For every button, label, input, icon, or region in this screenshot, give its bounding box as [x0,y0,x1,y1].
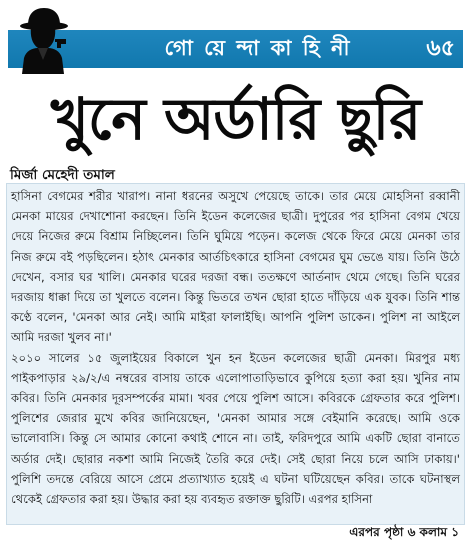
detective-silhouette-icon [14,6,70,74]
article-paragraph: হাসিনা বেগমের শরীর খারাপ। নানা ধরনের অসুখে পেয়েছে তাকে। তার মেয়ে মোহসিনা রব্বানী মেনকা মায়ের দেখাশোনা করছেন। তিনি ইডেন কলেজের ছাত্রী। দুপুরের পর হাসিনা বেগম খেয়ে দেয়ে নিজের রুমে বিশ্রাম নিচ্ছিলেন। তিনি ঘুমিয়ে পড়েন। কলেজ থেকে ফিরে মেয়ে মেনকা তার নিজ রুমে বই পড়ছিলেন। হঠাৎ মেনকার আর্তচিৎকারে হাসিনা বেগমের ঘুম ভেঙে যায়। তিনি উঠে দেখেন, বসার ঘর খালি। মেনকার ঘরের দরজা বন্ধ। ততক্ষণে আর্তনাদ থেমে গেছে। তিনি ঘরের দরজায় ধাক্কা দিয়ে তা খুলতে বলেন। কিন্তু ভিতরে তখন ছোরা হাতে দাঁড়িয়ে এক যুবক। তিনি শান্ত কণ্ঠে বলেন, 'মেনকা আর নেই। আমি মাইরা ফালাইছি। আপনি পুলিশ ডাকেন। পুলিশ না আইলে আমি দরজা খুলব না।' [11,189,460,345]
series-header-band [8,30,463,68]
continuation-note: এরপর পৃষ্ঠা ৬ কলাম ১ [349,525,459,539]
series-title: গো য়ে ন্দা কা হি নী [164,35,352,60]
byline: মির্জা মেহেদী তমাল [10,166,115,183]
headline: খুনে অর্ডারি ছুরি [50,84,421,153]
article-paragraph: ২০১০ সালের ১৫ জুলাইয়ের বিকালে খুন হন ইডেন কলেজের ছাত্রী মেনকা। মিরপুর মধ্য পাইকপাড়ার ২৯/২/এ নম্বরের বাসায় তাকে এলোপাতাড়িভাবে কুপিয়ে হত্যা করা হয়। খুনির নাম কবির। তিনি মেনকার দূরসম্পর্কের মামা। খবর পেয়ে পুলিশ আসে। কবিরকে গ্রেফতার করে পুলিশ। পুলিশের জেরার মুখে কবির জানিয়েছেন, 'মেনকা আমার সঙ্গে বেইমানি করেছে। আমি ওকে ভালোবাসি। কিন্তু সে আমার কোনো কথাই শোনে না। তাই, ফরিদপুরে আমি একটি ছোরা বানাতে অর্ডার দেই। ছোরার নকশা আমি নিজেই তৈরি করে দেই। সেই ছোরা নিয়ে চলে আসি ঢাকায়।' পুলিশি তদন্তে বেরিয়ে আসে প্রেমে প্রত্যাখ্যাত হয়েই এ ঘটনা ঘটিয়েছেন কবির। তাকে ঘটনাস্থল থেকেই গ্রেফতার করা হয়। উদ্ধার করা হয় ব্যবহৃত রক্তাক্ত ছুরিটি। এরপর হাসিনা [11,350,460,507]
article-body [11,186,460,524]
page-number: ৬৫ [426,35,455,61]
